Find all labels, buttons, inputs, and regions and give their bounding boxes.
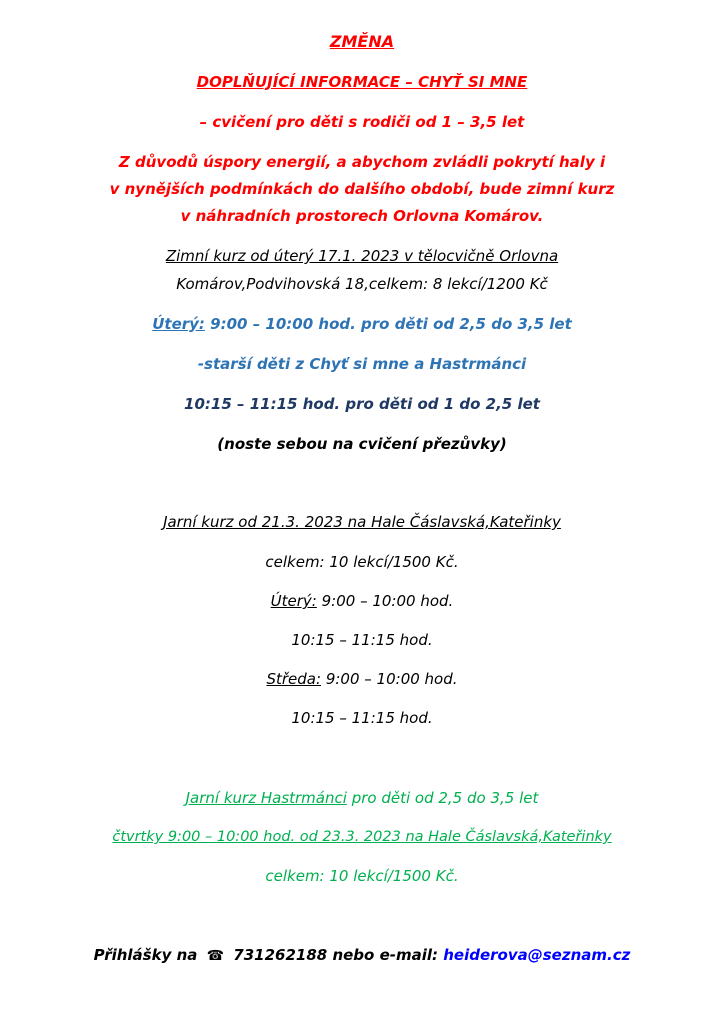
hastrmanci-schedule: čtvrtky 9:00 – 10:00 hod. od 23.3. 2023 na Hale Čáslavská,Kateřinky — [112, 829, 612, 845]
contact-phone[interactable]: 731262188 — [233, 946, 328, 964]
notice-line-2: v nynějších podmínkách do dalšího období, bude zimní kurz — [109, 180, 615, 198]
contact-email-link[interactable]: heiderova@seznam.cz — [443, 946, 631, 964]
contact-line — [0, 945, 724, 966]
phone-icon: ☎ — [206, 948, 225, 964]
hastrmanci-total: celkem: 10 lekcí/1500 Kč. — [265, 867, 459, 885]
spring-tuesday-label: Úterý: — [270, 592, 317, 610]
spring-tuesday-slot-2: 10:15 – 11:15 hod. — [291, 631, 433, 649]
page-title: ZMĚNA — [329, 32, 395, 51]
contact-prefix: Přihlášky na — [93, 946, 198, 964]
hastrmanci-heading — [0, 788, 724, 808]
page-subtitle: DOPLŇUJÍCÍ INFORMACE – CHYŤ SI MNE — [196, 73, 528, 91]
spring-course-heading: Jarní kurz od 21.3. 2023 na Hale Čáslavská,Kateřinky — [163, 513, 561, 531]
spring-wednesday-slot-2: 10:15 – 11:15 hod. — [291, 709, 433, 727]
winter-slot-2: 10:15 – 11:15 hod. pro děti od 1 do 2,5 let — [184, 395, 540, 413]
spring-wednesday-label: Středa: — [266, 670, 322, 688]
winter-day-label: Úterý: — [152, 315, 205, 333]
winter-slot-1: 9:00 – 10:00 hod. pro děti od 2,5 do 3,5 let — [210, 315, 572, 333]
winter-course-line-2: Komárov,Podvihovská 18,celkem: 8 lekcí/1200 Kč — [176, 275, 548, 293]
shoes-note: (noste sebou na cvičení přezůvky) — [217, 435, 507, 453]
spring-course-total: celkem: 10 lekcí/1500 Kč. — [265, 553, 459, 571]
course-description: – cvičení pro děti s rodiči od 1 – 3,5 let — [199, 113, 525, 131]
winter-older-note: -starší děti z Chyť si mne a Hastrmánci — [197, 355, 527, 373]
spring-tuesday-slot-1 — [0, 591, 724, 611]
notice-line-3: v náhradních prostorech Orlovna Komárov. — [180, 207, 544, 225]
hastrmanci-heading-rest: pro děti od 2,5 do 3,5 let — [346, 789, 539, 807]
notice-line-1: Z důvodů úspory energií, a abychom zvládli pokrytí haly i — [118, 153, 606, 171]
spring-tuesday-time-1: 9:00 – 10:00 hod. — [321, 592, 454, 610]
spring-wednesday-time-1: 9:00 – 10:00 hod. — [325, 670, 458, 688]
spring-wednesday-slot-1 — [0, 669, 724, 689]
winter-tuesday-slot — [0, 314, 724, 334]
hastrmanci-heading-link[interactable]: Jarní kurz Hastrmánci — [185, 789, 347, 807]
contact-middle: nebo e-mail: — [327, 946, 444, 964]
winter-course-line-1: Zimní kurz od úterý 17.1. 2023 v tělocvičně Orlovna — [165, 247, 559, 265]
